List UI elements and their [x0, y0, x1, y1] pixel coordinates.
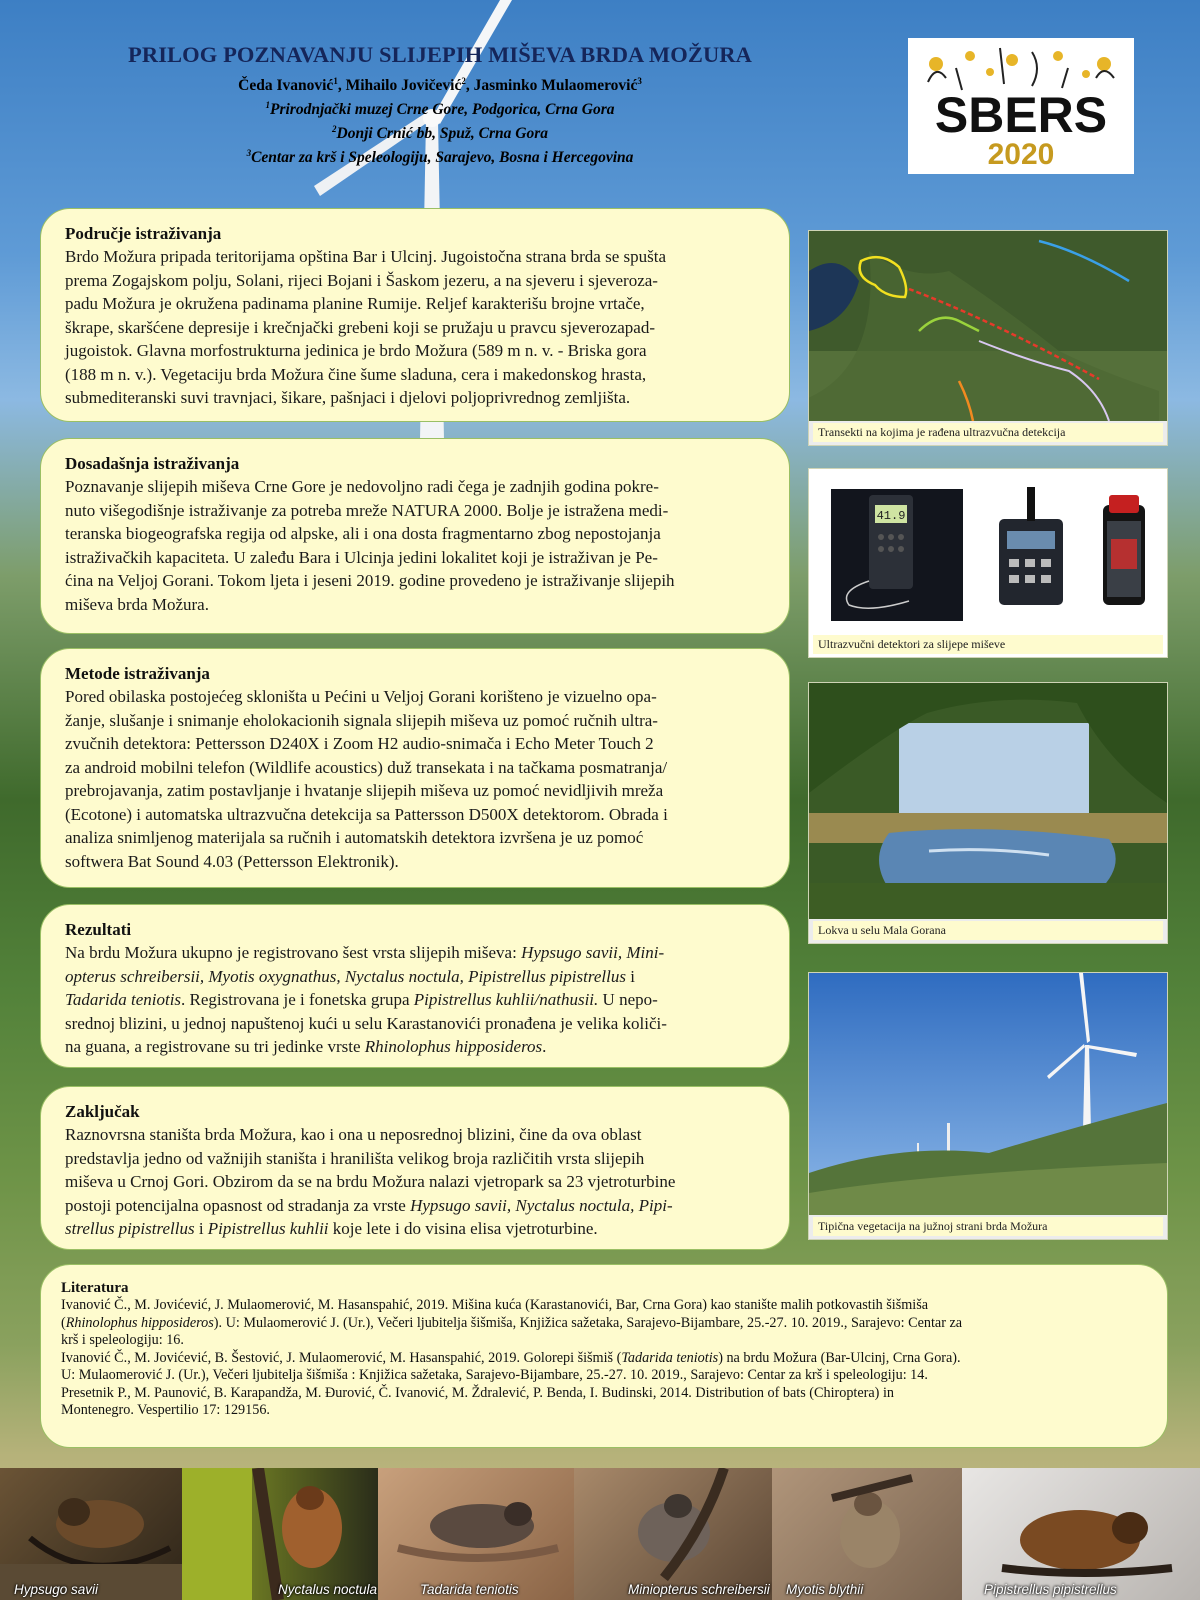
section-body: Na brdu Možura ukupno je registrovano šest vrsta slijepih miševa: Hypsugo savii, Mini- opterus schreibersii, Myotis oxygnathus, Nyctalus noctula, Pipistrellus pipistrellus i Tadarida teniotis. Registrovana je i fonetska grupa Pipistrellus kuhlii/nathusii. U nepo- srednoj blizini, u jednoj napuštenoj kući u selu Karastanovići pronađena je velika količi- na guana, a registrovane su tri jedinke vrste Rhinolophus hipposideros.	[65, 943, 667, 1056]
bat-photo-tadarida-teniotis	[378, 1468, 574, 1600]
author: Čeda Ivanović	[238, 77, 334, 95]
section-rezultati	[40, 904, 790, 1068]
bat-image	[962, 1468, 1200, 1600]
photo-caption: Transekti na kojima je rađena ultrazvučna detekcija	[813, 423, 1163, 442]
section-dosadasnja	[40, 438, 790, 634]
ultrasonic-detectors-image	[809, 469, 1167, 633]
section-heading: Zaključak	[65, 1102, 140, 1121]
bat-species-label: Nyctalus noctula	[278, 1582, 378, 1597]
reference: Ivanović Č., M. Jovićević, J. Mulaomerović, M. Hasanspahić, 2019. Mišina kuća (Karastanovići, Bar, Crna Gora) kao stanište malih potkovastih šišmiša (Rhinolophus hipposideros). U: Mulaomerović J. (Ur.), Večeri ljubitelja šišmiša, Knjižica sažetaka, Sarajevo-Bijambare, 25.-27. 10. 2019., Sarajevo: Centar za krš i speleologiju: 16.	[61, 1297, 963, 1348]
bat-photo-nyctalus-noctula	[182, 1468, 378, 1600]
section-podrucje	[40, 208, 790, 422]
section-heading: Metode istraživanja	[65, 664, 210, 683]
poster-title: PRILOG POZNAVANJU SLIJEPIH MIŠEVA BRDA MOŽURA	[128, 42, 752, 67]
photo-caption: Ultrazvučni detektori za slijepe miševe	[813, 635, 1163, 654]
photo-caption: Tipična vegetacija na južnoj strani brda Možura	[813, 1217, 1163, 1236]
sbers-logo	[908, 38, 1134, 174]
bat-photo-hypsugo-savii	[0, 1468, 182, 1600]
bat-photo-miniopterus-schreibersii	[574, 1468, 772, 1600]
satellite-map-image	[809, 231, 1167, 421]
author: Mihailo Jovičević	[345, 77, 462, 95]
author: Jasminko Mulaomerović	[473, 77, 638, 95]
bat-image	[0, 1468, 182, 1600]
poster-header	[80, 42, 800, 168]
reference: Ivanović Č., M. Jovićević, B. Šestović, J. Mulaomerović, M. Hasanspahić, 2019. Golorepi šišmiš (Tadarida teniotis) na brdu Možura (Bar-Ulcinj, Crna Gora). U: Mulaomerović J. (Ur.), Večeri ljubitelja šišmiša : Knjižica sažetaka, Sarajevo-Bijambare, 25.-27. 10. 2019., Sarajevo: Centar za krš i speleologiju: 14.	[61, 1349, 961, 1383]
author-list: Čeda Ivanović$^1$, Mihailo Jovičević$^2$, Jasminko Mulaomerović$^3$	[238, 76, 642, 95]
photo-vegetacija	[808, 972, 1168, 1240]
section-heading: Literatura	[61, 1280, 129, 1296]
section-heading: Dosadašnja istraživanja	[65, 454, 240, 473]
svg-text:41.9: 41.9	[876, 509, 906, 523]
section-heading: Rezultati	[65, 920, 132, 939]
section-metode	[40, 648, 790, 888]
bat-image	[378, 1468, 574, 1600]
affiliation: $^1$Prirodnjački muzej Crne Gore, Podgorica, Crna Gora	[265, 100, 615, 119]
bat-species-label: Hypsugo savii	[14, 1582, 99, 1597]
affiliation: $^2$Donji Crnić bb, Spuž, Crna Gora	[332, 124, 548, 143]
svg-text:2020: 2020	[987, 138, 1055, 171]
bat-photo-myotis-blythii	[772, 1468, 962, 1600]
bat-image	[574, 1468, 772, 1600]
photo-caption: Lokva u selu Mala Gorana	[813, 921, 1163, 940]
svg-text:SBERS: SBERS	[934, 87, 1108, 143]
wind-turbines-landscape-image	[809, 973, 1167, 1215]
section-body: Raznovrsna staništa brda Možura, kao i ona u neposrednoj blizini, čine da ova oblast predstavlja jedno od važnijih staništa i hranilišta velikog broja različitih vrsta slijepih miševa u Crnoj Gori. Obzirom da se na brdu Možura nalazi vjetropark sa 23 vjetroturbine postoji potencijalna opasnost od stradanja za vrste Hypsugo savii, Nyctalus noctula, Pipi- strellus pipistrellus i Pipistrellus kuhlii koje lete i do visina elisa vjetroturbine.	[65, 1125, 676, 1238]
section-body: Brdo Možura pripada teritorijama opština Bar i Ulcinj. Jugoistočna strana brda se spušta prema Zogajskom polju, Solani, rijeci Bojani i Šaskom jezeru, a na sjeveru i sjeveroza- padu Možura je okružena padinama planine Rumije. Reljef karakterišu brojne vrtače, škrape, skaršćene depresije i krečnjački grebeni koji se pružaju u pravcu sjeverozapad- jugoistok. Glavna morfostrukturna jedinica je brdo Možura (589 m n. v. - Briska gora (188 m n. v.). Vegetaciju brda Možura čine šume sladuna, cera i makedonskog hrasta, submediteranski suvi travnjaci, šikare, pašnjaci i djelovi poljoprivrednog zemljišta.	[65, 247, 666, 407]
photo-detectors	[808, 468, 1168, 658]
section-body: Poznavanje slijepih miševa Crne Gore je nedovoljno radi čega je zadnjih godina pokre- nuto višegodišnje istraživanje za potreba mreže NATURA 2000. Bolje je istražena medi- teranska biogeografska regija od alpske, ali i ona dosta fragmentarno zbog nepostojanja istraživačkih kapaciteta. U zaleđu Bara i Ulcinja jedini lokalitet koji je istraživan je Pe- ćina na Veljoj Gorani. Tokom ljeta i jeseni 2019. godine provedeno je istraživanje slijepih miševa brda Možura.	[65, 477, 675, 614]
affiliation: $^3$Centar za krš i Speleologiju, Sarajevo, Bosna i Hercegovina	[246, 148, 634, 167]
bat-photo-pipistrellus-pipistrellus	[962, 1468, 1200, 1600]
bat-species-label: Myotis blythii	[786, 1582, 864, 1597]
reference: Presetnik P., M. Paunović, B. Karapandža, M. Đurović, Č. Ivanović, M. Ždralević, P. Benda, I. Budinski, 2014. Distribution of bats (Chiroptera) in Montenegro. Vespertilio 17: 129156.	[61, 1384, 894, 1418]
section-body: Pored obilaska postojećeg skloništa u Pećini u Veljoj Gorani korišteno je vizuelno opa- žanje, slušanje i snimanje eholokacionih signala slijepih miševa uz pomoć ručnih ultra- zvučnih detektora: Pettersson D240X i Zoom H2 audio-snimača i Echo Meter Touch 2 za android mobilni telefon (Wildlife acoustics) duž transekata i na tačkama posmatranja/ prebrojavanja, zatim postavljanje i hvatanje slijepih miševa uz pomoć nevidljivih mreža (Ecotone) i automatska ultrazvučna detekcija sa Pattersson D500X detektorom. Obrada i analiza snimljenog materijala sa ručnih i automatskih detektora izvršena je uz pomoć softwera Bat Sound 4.03 (Pettersson Elektronik).	[65, 687, 668, 871]
pond-landscape-image	[809, 683, 1167, 919]
bat-species-label: Tadarida teniotis	[420, 1582, 519, 1597]
bat-image	[182, 1468, 378, 1600]
section-heading: Područje istraživanja	[65, 224, 222, 243]
photo-transects-map	[808, 230, 1168, 446]
logo-decoration-icon	[908, 38, 1134, 174]
bat-species-label: Miniopterus schreibersii	[628, 1582, 770, 1597]
section-zakljucak	[40, 1086, 790, 1250]
bat-image	[772, 1468, 962, 1600]
bat-photo-strip	[0, 1468, 1200, 1600]
section-literatura	[40, 1264, 1168, 1448]
photo-lokva	[808, 682, 1168, 944]
bat-species-label: Pipistrellus pipistrellus	[984, 1582, 1117, 1597]
